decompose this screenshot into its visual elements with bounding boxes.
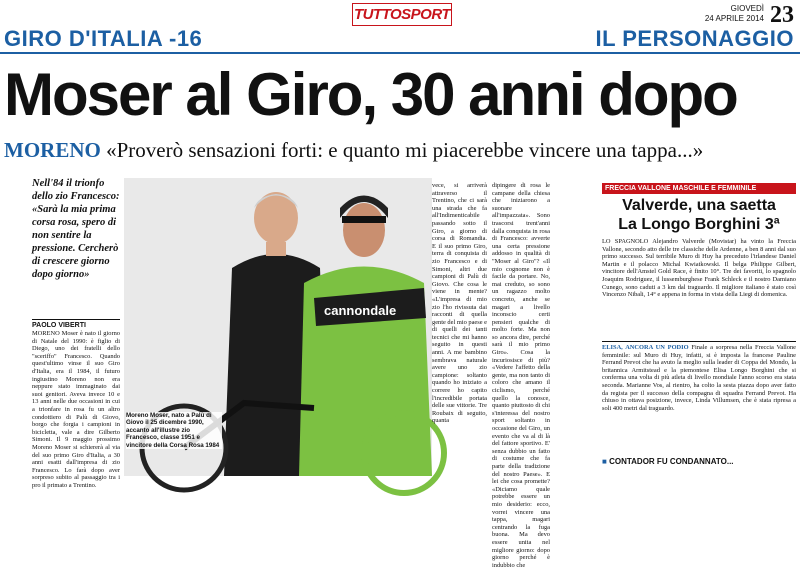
newspaper-logo: TUTTOSPORT <box>352 3 452 26</box>
deck-quote: «Proverò sensazioni forti: e quanto mi piacerebbe vincere una tappa...» <box>106 138 704 162</box>
sidebar-body-1: LO SPAGNOLO Alejandro Valverde (Movistar) ha vinto la Freccia Vallone, secondo atto delle tre classiche delle Ardenne, a ben 8 anni dal suo primo successo. Sul terribile Muro di Huy ha preceduto l'irlandese Daniel Martin e il polacco Michal Kwiatkowski. Il belga Philippe Gilbert, vincitore dell'Amstel Gold Race, è finito 10°. Tre dei favoriti, lo spagnolo Joaquim Rodriguez, il lussemburghese Frank Schleck e il nostro Damiano Cunego, sono caduti a 3 km dal traguardo. Il migliore italiano è stato così Vincenzo Nibali, 14° e appena in forma in vista della Liegi di domenica. <box>602 238 796 299</box>
sidebar-tag: FRECCIA VALLONE MASCHILE E FEMMINILE <box>602 183 796 194</box>
sidebar-body-2-lead: ELISA, ANCORA UN PODIO <box>602 344 689 351</box>
sidebar-footer-text: CONTADOR FU CONDANNATO... <box>609 457 734 466</box>
page-number: 23 <box>770 2 794 28</box>
sidebar-body-2-text: Finale a sorpresa nella Freccia Vallone femminile: sul Muro di Huy, infatti, si è imposta la francese Pauline Ferrand Prevot che ha avuto la meglio sulla leader di Coppa del Mondo, la britannica Armitstead e la piemontese Elisa Longo Borghini che si conferma una volta di più atleta di livello mondiale l'anno scorso era stata seconda. Marianne Vos, al rientro, ha colto la sesta piazza dopo aver fatto da regista per il successo della compagna di squadra Ferrand Prevot. Ha chiuso in ottava posizione, invece, Linda Villumsen, che è stata ripresa a soli 400 metri dal traguardo. <box>602 344 796 412</box>
article-deck <box>4 136 796 164</box>
article-intro: Nell'84 il trionfo dello zio Francesco: «Sarà la mia prima corsa rosa, spero di non sentire la pressione. Cercherò di crescere giorno dopo giorno» <box>32 178 120 280</box>
sidebar-headline-line-2: La Longo Borghini 3ª <box>618 216 780 233</box>
svg-text:cannondale: cannondale <box>324 303 397 318</box>
bullet-icon: ■ <box>602 457 607 466</box>
article-column-1: MORENO Moser è nato il giorno di Natale del 1990: è figlio di Diego, uno dei fratelli dello "sceriffo" Francesco. Quando quest'ultimo vinse il suo Giro d'Italia, era il 1984, il futuro ingiustino Moreno non era neppure stato immaginato dai suoi genitori. Aveva invece 10 e 13 anni nelle due occasioni in cui a trionfare in rosa fu un altro condottiero di Palù di Giovo, borgo che forgia i campioni in bicicletta, vale a dire Gilberto Simoni. Il 9 maggio prossimo Moreno Moser si schiererà al via del suo primo Giro d'Italia, a 30 anni esatti dall'impresa di zio Francesco. Lo farà dopo aver sorpreso subito al passaggio tra i pro il primato a Trentino. <box>32 330 120 489</box>
sidebar-rule <box>602 341 796 342</box>
article-byline: PAOLO VIBERTI <box>32 319 120 329</box>
article-headline: Moser al Giro, 30 anni dopo <box>4 61 737 128</box>
deck-kicker: MORENO <box>4 138 101 162</box>
article-column-4: dipingere di rosa le campane della chiesa che iniziarono a suonare all'impazzata». Sono trascorsi trent'anni dalla conquista in rosa di Francesco: avverte una certa pressione addosso in qualità di "Moser al Giro"? «Il mio cognome non è facile da portare. No, mai creduto, so sono un ragazzo molto concreto, anche se magari a livello inconscio certi pensieri qualche di molto forte. Ma non so ancora dire, perché sarà il mio primo Giro». Cosa la incuriosisce di più? «Vedere l'affetto della gente, ma non tanto di coloro che amano il ciclismo, perché quello la conosce, quanto piuttosto di chi s'interessa del nostro sport soltanto in occasione del Giro, un evento che va al di là del fattore sportivo. E' senza dubbio un fatto di costume che fa parte della tradizione del nostro Paese». E lei che cosa promette? «Diciamo quale potrebbe essere un mio desiderio: ecco, vorrei vincere una tappa, magari centrando la fuga buona. Ma devo essere unita nel migliore giorno: dopo giorno perché è indubbio che <box>492 182 550 569</box>
photo-caption: Moreno Moser, nato a Palù di Giovo il 25 dicembre 1990, accanto all'illustre zio Francesco, classe 1951 e vincitore della Corsa Rosa 1984 <box>126 412 222 449</box>
section-title-left: GIRO D'ITALIA -16 <box>4 26 203 51</box>
issue-date-text: 24 APRILE 2014 <box>704 14 764 23</box>
sidebar-headline-line-1: Valverde, una saetta <box>622 197 776 214</box>
sidebar-body-2 <box>602 344 796 456</box>
issue-weekday: GIOVEDÌ <box>730 4 764 13</box>
sidebar-footer <box>602 457 796 467</box>
issue-date <box>705 4 764 24</box>
header-rule <box>0 52 800 54</box>
section-title-right: IL PERSONAGGIO <box>595 26 794 51</box>
sidebar-headline <box>602 196 796 234</box>
article-column-3: vece, si arriverà attraverso il Trentino, che ci sarà una strada che fa all'Indimenticabile passando sotto il Giro, a giorno di corsa di Romandia. E il suo primo Giro, terra di conquista di zio Francesco e di Simoni, altri due campioni di Palù di Giovo. Che cosa le viene in mente? «L'impresa di mio zio l'ho rivissuta dai racconti di quella gente del mio paese e di quelli dei tanti tecnici che mi hanno seguito in questi anni. A me bambino sembrava naturale avere uno zio campione: soltanto quando ho iniziato a correre ho capito l'incredibile portata delle sue vittorie. Tre Roubaix di seguito, quanta <box>432 182 488 425</box>
